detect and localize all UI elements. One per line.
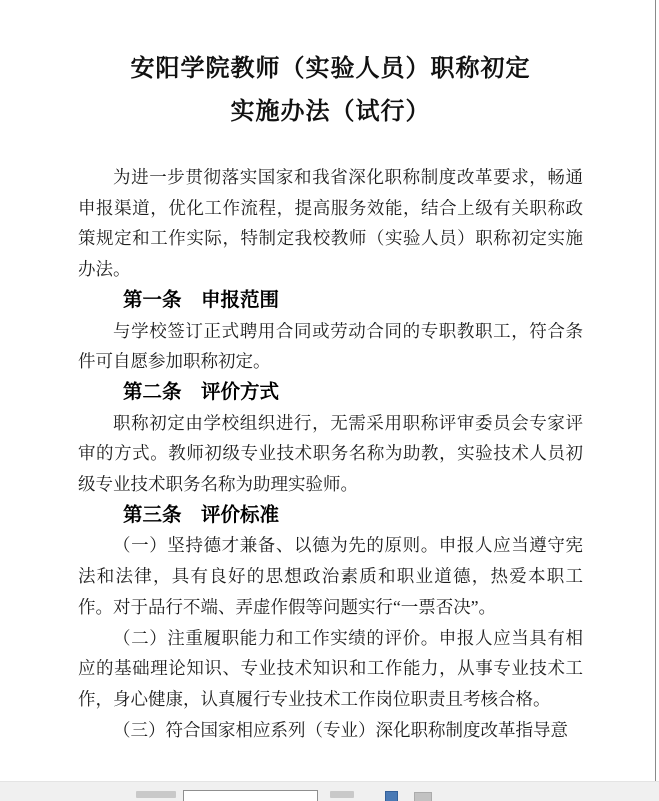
paragraph-intro: 为进一步贯彻落实国家和我省深化职称制度改革要求，畅通申报渠道，优化工作流程，提高服务效能，结合上级有关职称政策规定和工作实际，特制定我校教师（实验人员）职称初定实施办法。 xyxy=(78,167,583,280)
document-title-line-1: 安阳学院教师（实验人员）职称初定 xyxy=(130,56,531,82)
paragraph-article-3-1: （一）坚持德才兼备、以德为先的原则。申报人应当遵守宪法和法律，具有良好的思想政治素质和职业道德，热爱本职工作。对于品行不端、弄虚作假等问题实行“一票否决”。 xyxy=(78,535,583,617)
bottom-toolbar xyxy=(0,781,659,801)
document-body xyxy=(78,162,583,745)
toolbar-text-fragment-right xyxy=(330,791,354,798)
section-heading-1: 第一条 申报范围 xyxy=(123,288,280,311)
paragraph-article-2: 职称初定由学校组织进行，无需采用职称评审委员会专家评审的方式。教师初级专业技术职务名称为助教，实验技术人员初级专业技术职务名称为助理实验师。 xyxy=(78,412,583,495)
document-title xyxy=(78,0,583,134)
paragraph-article-3-3: （三）符合国家相应系列（专业）深化职称制度改革指导意 xyxy=(113,719,568,740)
document-page xyxy=(78,0,583,745)
paragraph-article-1: 与学校签订正式聘用合同或劳动合同的专职教职工，符合条件可自愿参加职称初定。 xyxy=(78,320,583,372)
toolbar-text-fragment-left xyxy=(136,791,176,798)
section-heading-2: 第二条 评价方式 xyxy=(123,380,280,403)
blue-square-icon[interactable] xyxy=(385,791,398,801)
page-edge-line xyxy=(655,0,656,788)
toolbar-input[interactable] xyxy=(183,790,318,801)
document-title-line-2: 实施办法（试行） xyxy=(230,99,431,125)
paragraph-article-3-2: （二）注重履职能力和工作实绩的评价。申报人应当具有相应的基础理论知识、专业技术知识和工作能力，从事专业技术工作，身心健康，认真履行专业技术工作岗位职责且考核合格。 xyxy=(78,627,583,709)
gray-square-icon[interactable] xyxy=(414,792,432,801)
section-heading-3: 第三条 评价标准 xyxy=(123,503,280,526)
